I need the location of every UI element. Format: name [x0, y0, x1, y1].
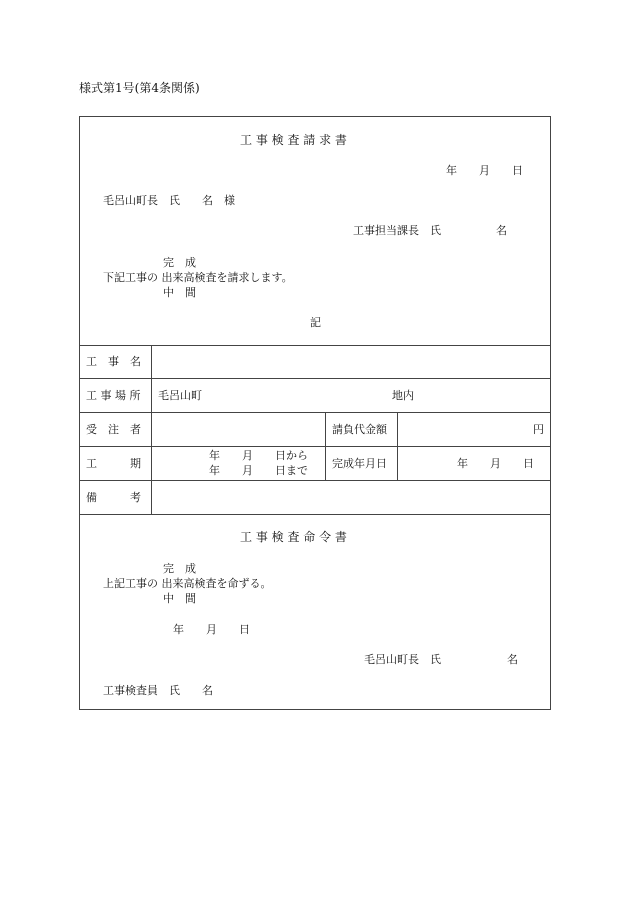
divider-request-table — [79, 345, 551, 346]
contract-amount-label: 請負代金額 — [332, 423, 387, 436]
divider-row-1 — [79, 378, 551, 379]
remarks-label: 備 考 — [86, 491, 141, 504]
divider-row-3 — [79, 446, 551, 447]
order-date: 年 月 日 — [173, 623, 250, 636]
divider-row-2 — [79, 412, 551, 413]
divider-table-order — [79, 514, 551, 515]
request-date: 年 月 日 — [446, 164, 523, 177]
yen-label: 円 — [533, 423, 544, 436]
order-body-main: 上記工事の 出来高検査を命ずる。 — [103, 577, 272, 590]
request-body-top: 完 成 — [163, 256, 196, 269]
mayor-signature: 毛呂山町長 氏 名 — [364, 653, 518, 666]
ki-label: 記 — [310, 316, 321, 329]
contractor-label: 受 注 者 — [86, 423, 141, 436]
request-body-main: 下記工事の 出来高検査を請求します。 — [103, 271, 293, 284]
label-column-divider — [151, 345, 152, 514]
order-title: 工 事 検 査 命 令 書 — [240, 530, 347, 544]
location-suffix: 地内 — [392, 389, 414, 402]
order-body-top: 完 成 — [163, 562, 196, 575]
period-to: 年 月 日まで — [209, 464, 308, 477]
order-body-bottom: 中 間 — [163, 592, 196, 605]
request-body-bottom: 中 間 — [163, 286, 196, 299]
completion-date: 年 月 日 — [457, 457, 534, 470]
mid-column-divider — [325, 412, 326, 480]
form-number: 様式第1号(第4条関係) — [79, 81, 200, 95]
inspector-signature: 工事検査員 氏 名 — [103, 684, 213, 697]
addressee: 毛呂山町長 氏 名 様 — [103, 194, 235, 207]
project-name-label: 工 事 名 — [86, 355, 141, 368]
requester: 工事担当課長 氏 名 — [353, 224, 507, 237]
location-label: 工 事 場 所 — [86, 389, 141, 402]
location-prefix: 毛呂山町 — [158, 389, 202, 402]
period-label: 工 期 — [86, 457, 141, 470]
period-from: 年 月 日から — [209, 449, 308, 462]
completion-label: 完成年月日 — [332, 457, 387, 470]
divider-row-4 — [79, 480, 551, 481]
value-column-divider — [397, 412, 398, 480]
request-title: 工 事 検 査 請 求 書 — [240, 133, 347, 147]
